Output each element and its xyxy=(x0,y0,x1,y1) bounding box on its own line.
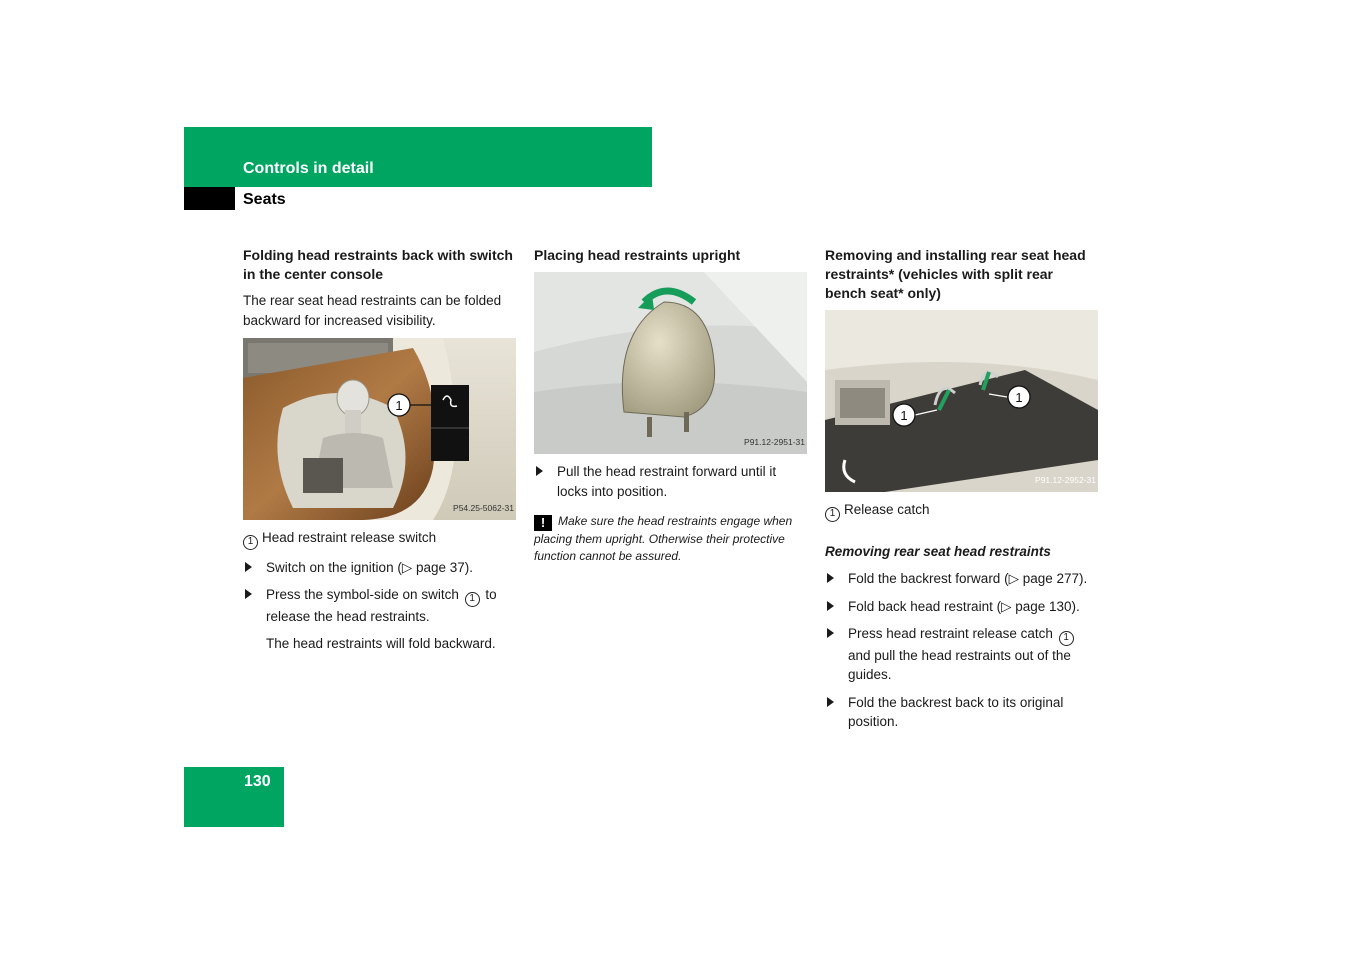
rear-seat-image xyxy=(825,310,1098,492)
callout-number: 1 xyxy=(465,592,480,607)
center-console-image xyxy=(243,338,516,520)
step-text: Pull the head restraint forward until it locks into position. xyxy=(557,464,777,499)
head-restraint-illustration xyxy=(534,272,807,454)
center-console-illustration xyxy=(243,338,516,520)
step-fold-restraint xyxy=(825,597,1098,617)
chapter-header-bar xyxy=(184,127,652,187)
bullet-arrow-icon xyxy=(827,628,834,638)
step-fold-back-original xyxy=(825,693,1098,732)
warning-note xyxy=(534,513,807,565)
step-text: Fold back head restraint (▷ page 130). xyxy=(848,598,1080,614)
heading-upright: Placing head restraints upright xyxy=(534,247,741,263)
intro-text: The rear seat head restraints can be folded backward for increased visibility. xyxy=(243,293,502,328)
chapter-title: Controls in detail xyxy=(243,160,374,177)
step-text: Press the symbol-side on switch xyxy=(266,587,459,602)
step-text: Fold the backrest forward (▷ page 277). xyxy=(848,571,1088,586)
svg-text:1: 1 xyxy=(395,398,403,413)
callout-number: 1 xyxy=(1059,631,1074,646)
caption-release-catch xyxy=(825,500,1098,522)
column-upright xyxy=(534,246,807,565)
step-press-switch xyxy=(243,585,516,626)
svg-text:1: 1 xyxy=(1015,390,1023,405)
rear-seat-illustration xyxy=(825,310,1098,492)
column-fold-back xyxy=(243,246,516,662)
step-ignition xyxy=(243,558,516,578)
caption-text: Head restraint release switch xyxy=(262,530,437,545)
bullet-arrow-icon xyxy=(245,562,252,572)
subheading-removing: Removing rear seat head restraints xyxy=(825,543,1051,559)
step-pull-forward xyxy=(534,462,807,501)
warning-text: Make sure the head restraints engage when placing them upright. Otherwise their protective function cannot be assured. xyxy=(534,514,793,563)
heading-fold-back: Folding head restraints back with switch in the center console xyxy=(243,247,513,282)
head-restraint-image xyxy=(534,272,807,454)
result-text: The head restraints will fold backward. xyxy=(266,636,496,651)
heading-removing: Removing and installing rear seat head restraints* (vehicles with split rear bench seat* only) xyxy=(825,247,1086,301)
step-text: Press head restraint release catch xyxy=(848,626,1053,641)
step-text: to release the head restraints. xyxy=(266,587,497,624)
figure-code: P91.12-2951-31 xyxy=(744,436,805,447)
svg-text:1: 1 xyxy=(900,408,908,423)
caption-release-switch xyxy=(243,528,516,550)
page-number: 130 xyxy=(244,773,271,790)
bullet-arrow-icon xyxy=(827,601,834,611)
bullet-arrow-icon xyxy=(245,589,252,599)
step-fold-backrest xyxy=(825,569,1098,589)
bullet-arrow-icon xyxy=(536,466,543,476)
callout-number: 1 xyxy=(243,535,258,550)
step-text: and pull the head restraints out of the guides. xyxy=(848,647,1071,682)
bullet-arrow-icon xyxy=(827,697,834,707)
column-removing xyxy=(825,246,1098,740)
callout-number: 1 xyxy=(825,507,840,522)
figure-code: P54.25-5062-31 xyxy=(453,502,514,513)
bullet-arrow-icon xyxy=(827,573,834,583)
section-marker xyxy=(184,187,235,210)
warning-icon: ! xyxy=(534,515,552,531)
figure-code: P91.12-2952-31 xyxy=(1035,474,1096,485)
section-title: Seats xyxy=(243,191,286,208)
caption-text: Release catch xyxy=(844,502,930,517)
step-text: Fold the backrest back to its original position. xyxy=(848,694,1064,729)
step-press-catch xyxy=(825,624,1098,685)
step-text: Switch on the ignition (▷ page 37). xyxy=(266,559,474,575)
